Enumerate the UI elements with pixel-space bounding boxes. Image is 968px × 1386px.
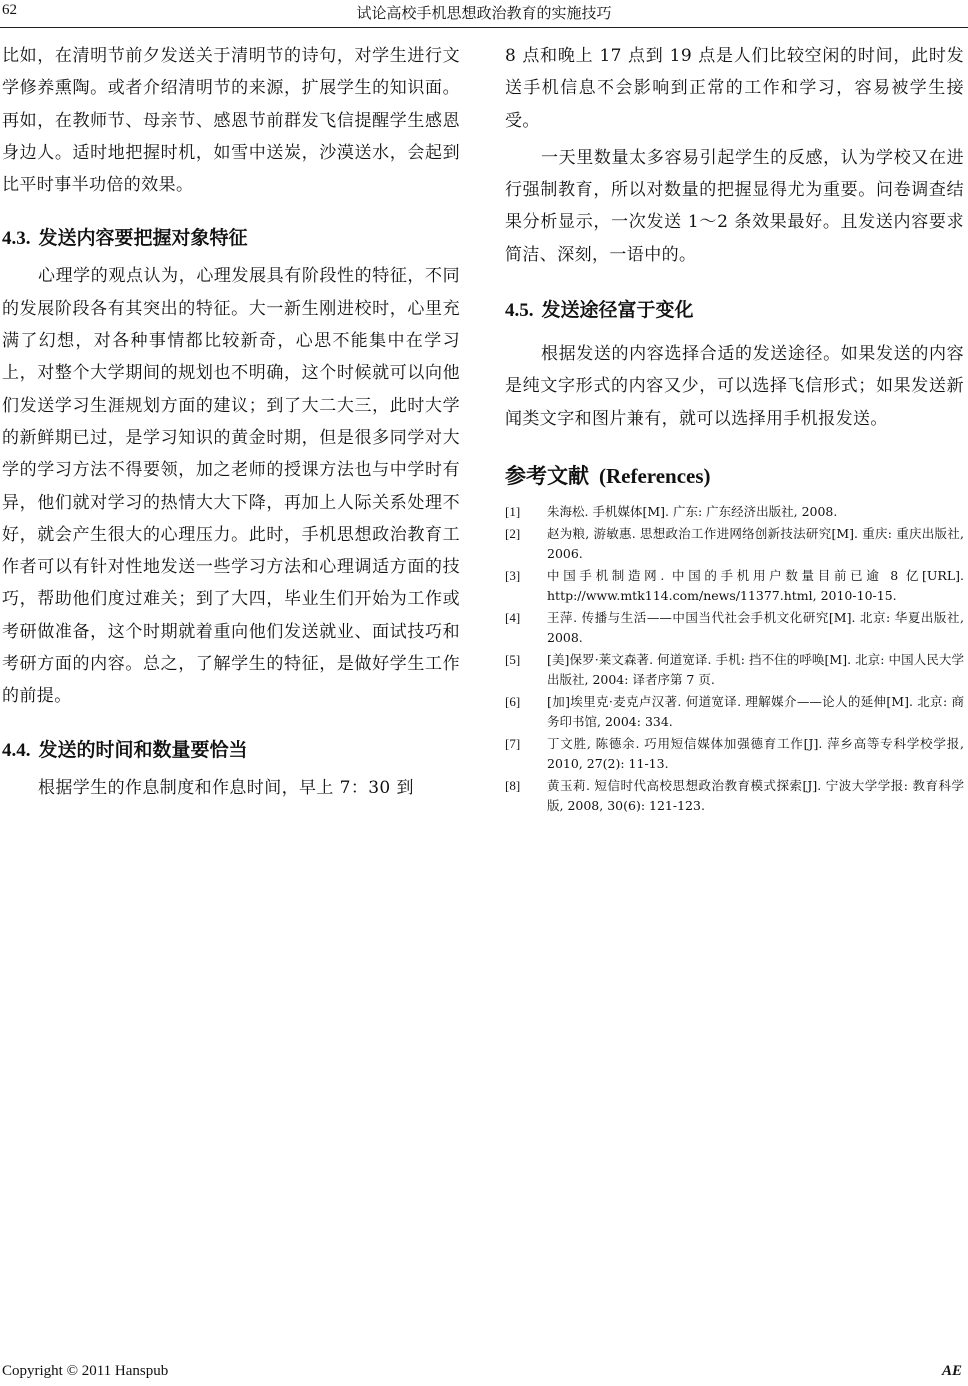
reference-item xyxy=(505,651,964,690)
reference-text: 中国手机制造网. 中国的手机用户数量目前已逾 8 亿[URL]. http://www.mtk114.com/news/11377.html, 2010-10-15. xyxy=(547,568,964,603)
reference-text: 朱海松. 手机媒体[M]. 广东: 广东经济出版社, 2008. xyxy=(547,503,838,519)
section-title: 发送内容要把握对象特征 xyxy=(38,227,248,250)
references-title-en: (References) xyxy=(599,463,711,488)
section-title: 发送的时间和数量要恰当 xyxy=(38,738,248,761)
intro-paragraph: 比如，在清明节前夕发送关于清明节的诗句，对学生进行文学修养熏陶。或者介绍清明节的来源，扩展学生的知识面。再如，在教师节、母亲节、感恩节前群发飞信提醒学生感恩身边人。适时地把握时机，如雪中送炭，沙漠送水，会起到比平时事半功倍的效果。 xyxy=(2,46,460,196)
reference-item xyxy=(505,567,964,606)
section-heading-4-5 xyxy=(505,295,964,326)
section-number: 4.3. xyxy=(2,228,31,250)
continuation-paragraph: 8 点和晚上 17 点到 19 点是人们比较空闲的时间，此时发送手机信息不会影响到正常的工作和学习，容易被学生接受。 xyxy=(505,46,964,131)
reference-item xyxy=(505,525,964,564)
page-number: 62 xyxy=(2,2,17,18)
section-number: 4.4. xyxy=(2,739,31,761)
reference-label: [6] xyxy=(505,694,521,710)
right-column xyxy=(505,40,964,819)
reference-item xyxy=(505,503,964,523)
quantity-paragraph: 一天里数量太多容易引起学生的反感，认为学校又在进行强制教育，所以对数量的把握显得尤为重要。问卷调查结果分析显示，一次发送 1～2 条效果最好。且发送内容要求简洁、深刻，一语中的。 xyxy=(505,147,964,265)
section-4-4-paragraph: 根据学生的作息制度和作息时间，早上 7：30 到 xyxy=(38,777,414,798)
reference-label: [5] xyxy=(505,652,521,668)
reference-text: 丁文胜, 陈德余. 巧用短信媒体加强德育工作[J]. 萍乡高等专科学校学报, 2010, 27(2): 11-13. xyxy=(547,736,964,771)
reference-text: [美]保罗·莱文森著. 何道宽译. 手机: 挡不住的呼唤[M]. 北京: 中国人民大学出版社, 2004: 译者序第 7 页. xyxy=(547,652,964,687)
reference-label: [1] xyxy=(505,503,521,519)
reference-item xyxy=(505,777,964,816)
references-heading xyxy=(505,461,964,491)
left-column xyxy=(2,40,460,804)
running-title: 试论高校手机思想政治教育的实施技巧 xyxy=(356,4,612,22)
reference-text: 赵为粮, 游敏惠. 思想政治工作进网络创新技法研究[M]. 重庆: 重庆出版社, 2006. xyxy=(547,526,964,561)
reference-list xyxy=(505,503,964,817)
reference-text: [加]埃里克·麦克卢汉著. 何道宽译. 理解媒介——论人的延伸[M]. 北京: 商务印书馆, 2004: 334. xyxy=(547,694,964,729)
footer-journal-abbr: AE xyxy=(941,1363,962,1379)
page-header xyxy=(0,0,968,28)
reference-item xyxy=(505,735,964,774)
section-4-5-paragraph: 根据发送的内容选择合适的发送途径。如果发送的内容是纯文字形式的内容又少，可以选择飞信形式；如果发送新闻类文字和图片兼有，就可以选择用手机报发送。 xyxy=(505,344,964,429)
footer-copyright: Copyright © 2011 Hanspub xyxy=(2,1363,169,1379)
reference-item xyxy=(505,693,964,732)
section-title: 发送途径富于变化 xyxy=(541,299,694,322)
reference-label: [8] xyxy=(505,778,521,794)
reference-item xyxy=(505,609,964,648)
reference-label: [4] xyxy=(505,610,521,626)
reference-label: [7] xyxy=(505,736,521,752)
references-title-cn: 参考文献 xyxy=(505,463,589,488)
section-heading-4-4 xyxy=(2,735,460,766)
section-heading-4-3 xyxy=(2,223,460,254)
reference-label: [2] xyxy=(505,526,521,542)
reference-text: 黄玉莉. 短信时代高校思想政治教育模式探索[J]. 宁波大学学报: 教育科学版, 2008, 30(6): 121-123. xyxy=(547,778,964,813)
section-number: 4.5. xyxy=(505,300,534,322)
reference-text: 王萍. 传播与生活——中国当代社会手机文化研究[M]. 北京: 华夏出版社, 2008. xyxy=(547,610,964,645)
reference-label: [3] xyxy=(505,568,521,584)
section-4-3-paragraph: 心理学的观点认为，心理发展具有阶段性的特征，不同的发展阶段各有其突出的特征。大一新生刚进校时，心里充满了幻想，对各种事情都比较新奇，心思不能集中在学习上，对整个大学期间的规划也不明确，这个时候就可以向他们发送学习生涯规划方面的建议；到了大二大三，此时大学的新鲜期已过，是学习知识的黄金时期，但是很多同学对大学的学习方法不得要领，加之老师的授课方法也与中学时有异，他们就对学习的热情大大下降，再加上人际关系处理不好，就会产生很大的心理压力。此时，手机思想政治教育工作者可以有针对性地发送一些学习方法和心理调适方面的技巧，帮助他们度过难关；到了大四，毕业生们开始为工作或考研做准备，这个时期就着重向他们发送就业、面试技巧和考研方面的内容。总之，了解学生的特征，是做好学生工作的前提。 xyxy=(2,266,460,707)
